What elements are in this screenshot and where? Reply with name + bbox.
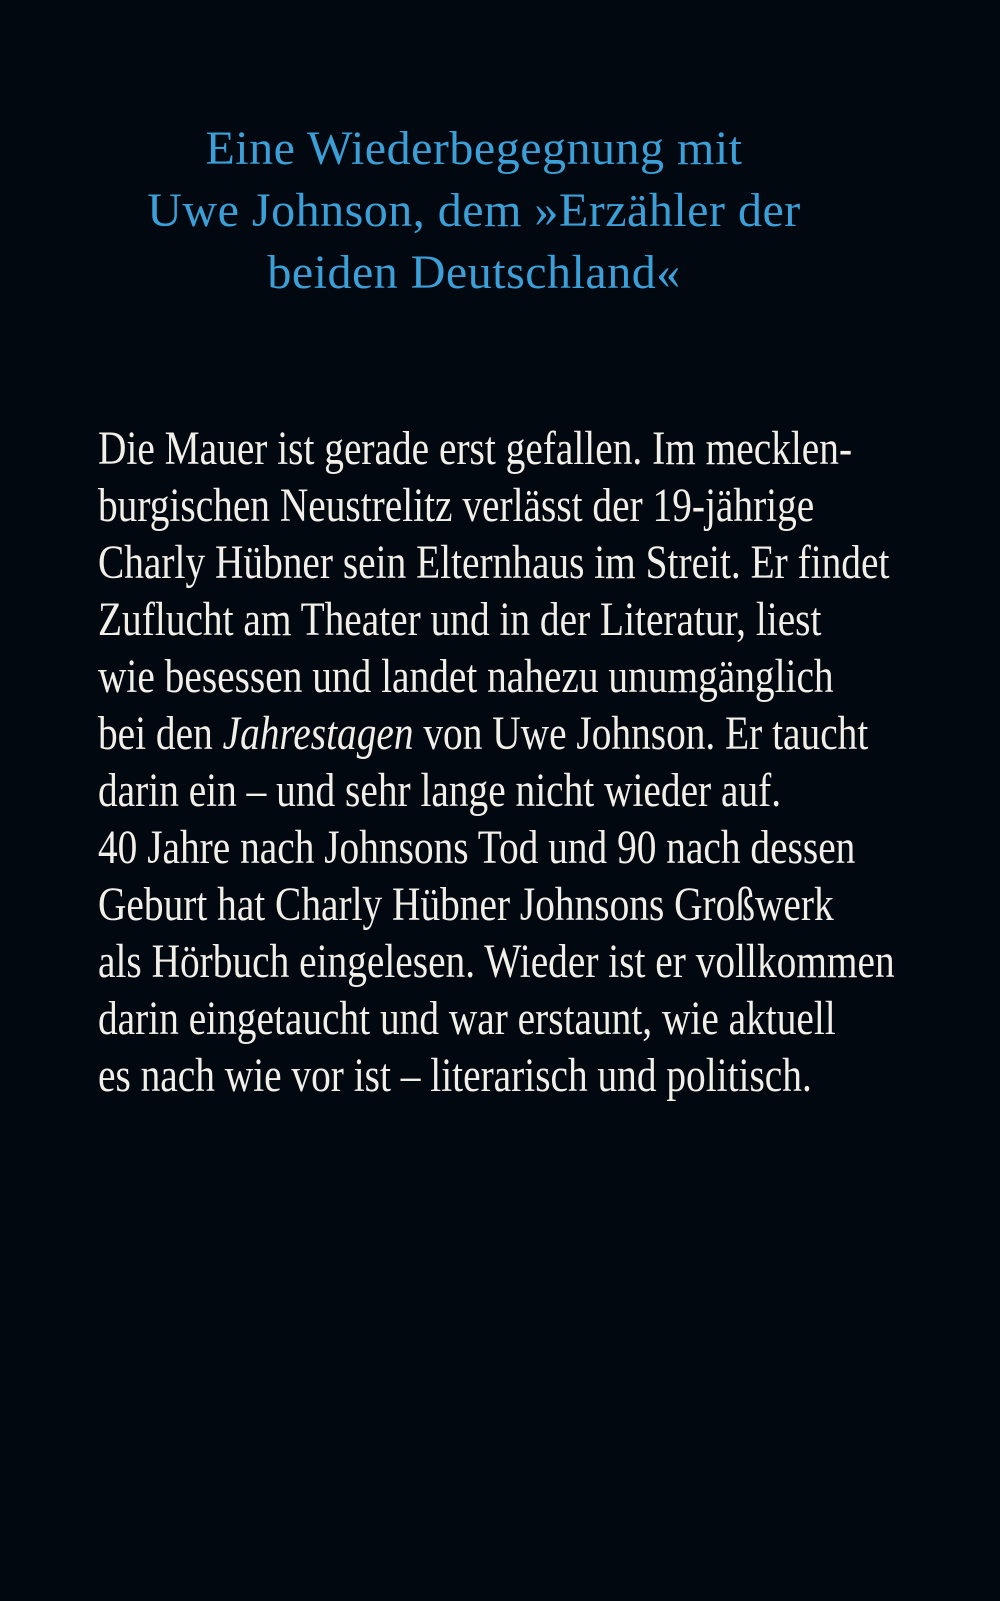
body-segment: von Uwe Johnson. Er taucht [413,707,869,760]
body-line [98,1047,885,1104]
blurb-body [98,420,895,1104]
body-line [98,933,895,990]
body-segment: Zuflucht am Theater und in der Literatur, liest [98,593,822,646]
body-line [98,990,885,1047]
body-segment: Geburt hat Charly Hübner Johnsons Großwerk [98,878,834,931]
body-line [98,534,890,591]
body-segment: 40 Jahre nach Johnsons Tod und 90 nach dessen [98,821,856,874]
body-line [98,819,885,876]
body-segment: es nach wie vor ist – literarisch und politisch. [98,1049,812,1102]
body-line [98,591,885,648]
body-line [98,648,885,705]
body-segment: darin eingetaucht und war erstaunt, wie aktuell [98,992,836,1045]
body-line [98,705,885,762]
body-line [98,762,885,819]
body-segment: burgischen Neustrelitz verlässt der 19-jährige [98,479,815,532]
blurb-heading [46,118,902,304]
body-line [98,420,885,477]
body-segment: Die Mauer ist gerade erst gefallen. Im mecklen- [98,422,853,475]
body-segment: darin ein – und sehr lange nicht wieder auf. [98,764,782,817]
body-segment: Charly Hübner sein Elternhaus im Streit. Er findet [98,536,890,589]
body-segment: als Hörbuch eingelesen. Wieder ist er vollkommen [98,935,895,988]
body-segment-italic: Jahrestagen [222,707,414,760]
body-line [98,876,885,933]
heading-line-3: beiden Deutschland« [267,246,681,299]
heading-line-1: Eine Wiederbegegnung mit [205,122,743,175]
body-line [98,477,885,534]
body-segment: wie besessen und landet nahezu unumgänglich [98,650,834,703]
heading-line-2: Uwe Johnson, dem »Erzähler der [147,184,801,237]
body-segment: bei den [98,707,223,760]
